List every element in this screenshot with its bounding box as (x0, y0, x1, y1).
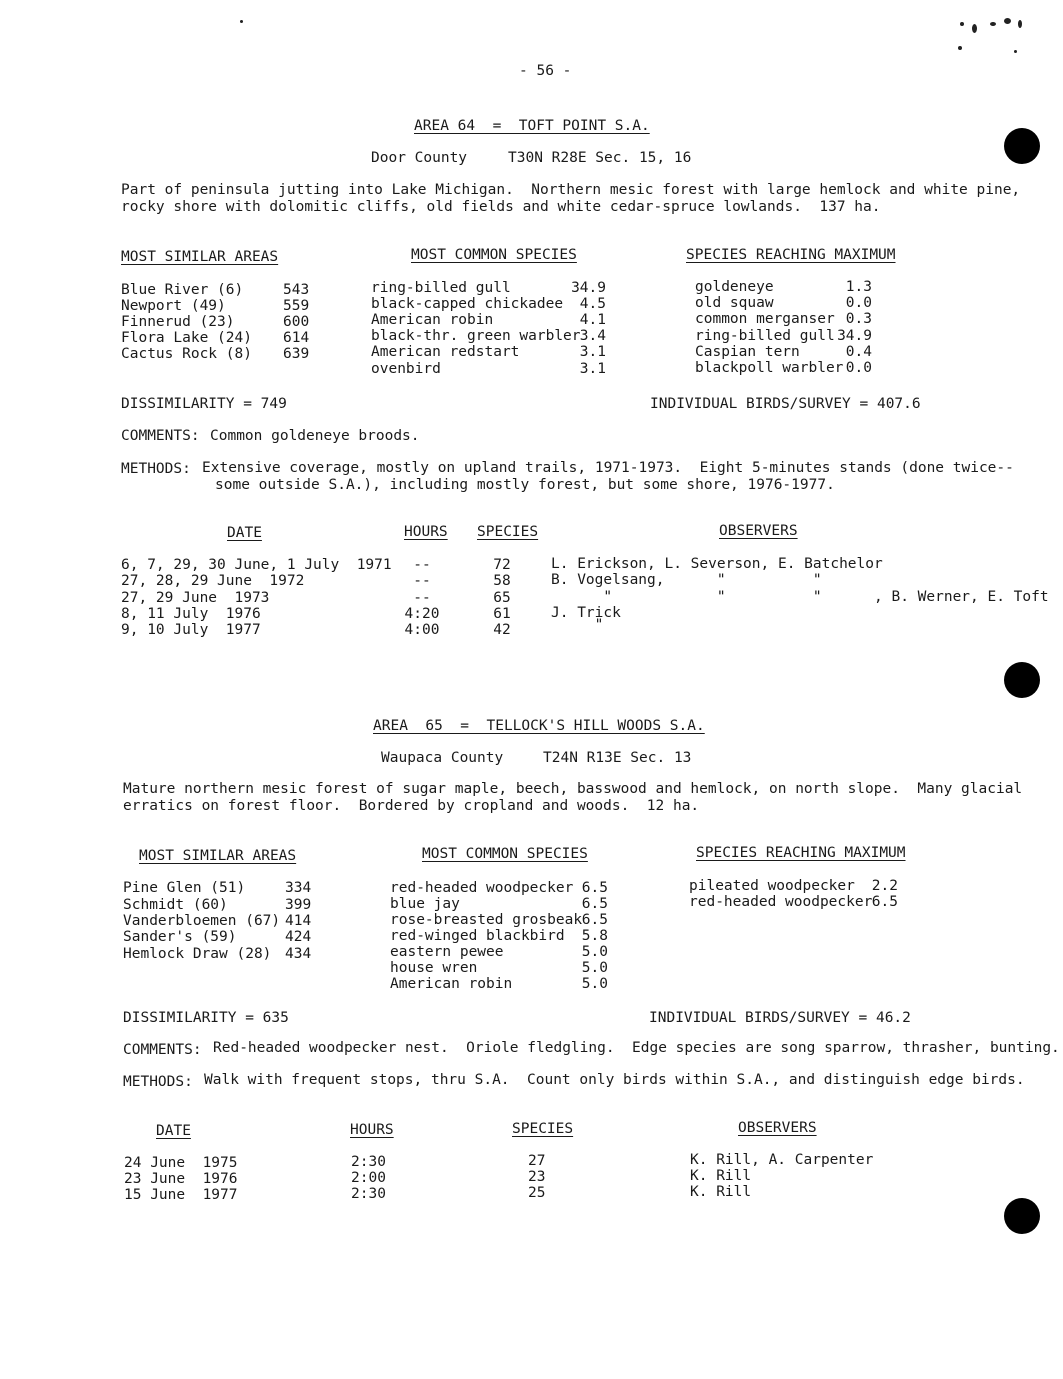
list-value: 334 (285, 880, 312, 896)
list-item: common merganser (695, 311, 835, 327)
punch-hole (1004, 1198, 1040, 1234)
list-value: 600 (283, 314, 310, 330)
survey-observers: " (551, 617, 604, 633)
survey-species-count: 42 (493, 622, 511, 638)
list-value: 1.3 (845, 279, 872, 295)
list-item: Hemlock Draw (28) (123, 946, 272, 962)
list-value: 543 (283, 282, 310, 298)
list-item: Cactus Rock (8) (121, 346, 252, 362)
punch-hole (1004, 128, 1040, 164)
survey-observers: K. Rill (690, 1168, 752, 1184)
list-item: red-winged blackbird (390, 928, 565, 944)
scan-speck (1004, 18, 1011, 24)
survey-date: 9, 10 July 1977 (121, 622, 261, 638)
scan-speck (958, 46, 962, 50)
survey-hours: 4:20 (404, 606, 440, 622)
area-heading: AREA 64 = TOFT POINT S.A. (414, 118, 650, 134)
list-item: Blue River (6) (121, 282, 244, 298)
survey-observers: L. Erickson, L. Severson, E. Batchelor (551, 556, 883, 572)
list-value: 6.5 (581, 912, 608, 928)
comments-text: Common goldeneye broods. (210, 428, 420, 444)
species-maximum-header: SPECIES REACHING MAXIMUM (696, 845, 906, 861)
list-item: Vanderbloemen (67) (123, 913, 281, 929)
scan-speck (990, 22, 996, 26)
list-item: black-thr. green warbler (371, 328, 581, 344)
list-value: 3.1 (579, 361, 606, 377)
punch-hole (1004, 662, 1040, 698)
list-item: Schmidt (60) (123, 897, 228, 913)
list-item: Caspian tern (695, 344, 800, 360)
survey-species-count: 58 (493, 573, 511, 589)
list-value: 424 (285, 929, 312, 945)
survey-observers: K. Rill, A. Carpenter (690, 1152, 874, 1168)
survey-observers-header: OBSERVERS (719, 523, 798, 539)
survey-species-count: 23 (528, 1169, 546, 1185)
survey-date-header: DATE (156, 1123, 191, 1139)
common-species-header: MOST COMMON SPECIES (411, 247, 577, 263)
county: Door County (371, 150, 468, 166)
list-item: Sander's (59) (123, 929, 237, 945)
area-heading: AREA 65 = TELLOCK'S HILL WOODS S.A. (373, 718, 705, 734)
list-value: 559 (283, 298, 310, 314)
survey-date: 15 June 1977 (124, 1187, 238, 1203)
survey-species-count: 27 (528, 1153, 546, 1169)
methods-line: Walk with frequent stops, thru S.A. Count only birds within S.A., and distinguish edge birds. (204, 1072, 1025, 1088)
list-value: 0.0 (845, 360, 872, 376)
list-item: American redstart (371, 344, 520, 360)
list-value: 5.0 (581, 944, 608, 960)
survey-date: 6, 7, 29, 30 June, 1 July 1971 (121, 557, 392, 573)
common-species-header: MOST COMMON SPECIES (422, 846, 588, 862)
list-item: Newport (49) (121, 298, 226, 314)
county: Waupaca County (381, 750, 504, 766)
comments-label: COMMENTS: (121, 428, 200, 444)
survey-species-count: 61 (493, 606, 511, 622)
list-value: 34.9 (837, 328, 872, 344)
survey-hours: -- (413, 557, 431, 573)
dissimilarity: DISSIMILARITY = 635 (123, 1010, 289, 1026)
methods-label: METHODS: (121, 461, 191, 477)
scan-speck (972, 24, 977, 33)
methods-line: Extensive coverage, mostly on upland trails, 1971-1973. Eight 5-minutes stands (done twice-- (202, 460, 1014, 476)
survey-hours: 2:30 (351, 1154, 386, 1170)
methods-label: METHODS: (123, 1074, 193, 1090)
survey-hours: -- (413, 573, 431, 589)
list-item: American robin (371, 312, 494, 328)
list-item: old squaw (695, 295, 774, 311)
list-value: 0.4 (845, 344, 872, 360)
survey-hours-header: HOURS (350, 1122, 394, 1138)
comments-text: Red-headed woodpecker nest. Oriole fledgling. Edge species are song sparrow, thrasher, bunting. (213, 1040, 1060, 1056)
survey-date: 24 June 1975 (124, 1155, 238, 1171)
list-value: 5.0 (581, 976, 608, 992)
survey-species-header: SPECIES (477, 524, 539, 540)
list-value: 6.5 (581, 896, 608, 912)
survey-observers: " " " , B. Werner, E. Toft (551, 589, 1049, 605)
survey-hours: 2:00 (351, 1170, 386, 1186)
list-item: ring-billed gull (371, 280, 511, 296)
list-item: blackpoll warbler (695, 360, 844, 376)
list-value: 34.9 (571, 280, 606, 296)
list-item: red-headed woodpecker (689, 894, 873, 910)
list-item: pileated woodpecker (689, 878, 855, 894)
survey-hours-header: HOURS (404, 524, 448, 540)
list-value: 399 (285, 897, 312, 913)
survey-species-header: SPECIES (512, 1121, 574, 1137)
township-location: T24N R13E Sec. 13 (543, 750, 692, 766)
list-value: 3.1 (579, 344, 606, 360)
list-item: Flora Lake (24) (121, 330, 252, 346)
survey-observers: K. Rill (690, 1184, 752, 1200)
list-value: 2.2 (871, 878, 898, 894)
list-item: eastern pewee (390, 944, 504, 960)
description-line: Part of peninsula jutting into Lake Michigan. Northern mesic forest with large hemlock and white pine, (121, 182, 1021, 198)
survey-hours: 2:30 (351, 1186, 386, 1202)
birds-per-survey: INDIVIDUAL BIRDS/SURVEY = 46.2 (649, 1010, 911, 1026)
scan-speck (240, 20, 243, 23)
township-location: T30N R28E Sec. 15, 16 (508, 150, 692, 166)
survey-observers: J. Trick (551, 605, 621, 621)
survey-hours: -- (413, 590, 431, 606)
list-item: red-headed woodpecker (390, 880, 574, 896)
description-line: Mature northern mesic forest of sugar maple, beech, basswood and hemlock, on north slope. Many glacial (123, 781, 1023, 797)
list-item: ovenbird (371, 361, 441, 377)
list-value: 434 (285, 946, 312, 962)
similar-areas-header: MOST SIMILAR AREAS (121, 249, 279, 265)
list-value: 414 (285, 913, 312, 929)
comments-label: COMMENTS: (123, 1042, 202, 1058)
species-maximum-header: SPECIES REACHING MAXIMUM (686, 247, 896, 263)
similar-areas-header: MOST SIMILAR AREAS (139, 848, 297, 864)
survey-hours: 4:00 (404, 622, 440, 638)
description-line: erratics on forest floor. Bordered by cropland and woods. 12 ha. (123, 798, 700, 814)
scan-speck (1018, 20, 1022, 28)
survey-observers: B. Vogelsang, " " (551, 572, 822, 588)
list-item: Finnerud (23) (121, 314, 235, 330)
list-value: 614 (283, 330, 310, 346)
list-item: ring-billed gull (695, 328, 835, 344)
page-number: - 56 - (519, 63, 572, 79)
list-value: 0.0 (845, 295, 872, 311)
list-value: 6.5 (581, 880, 608, 896)
list-value: 4.1 (579, 312, 606, 328)
list-item: blue jay (390, 896, 460, 912)
survey-date: 27, 28, 29 June 1972 (121, 573, 305, 589)
list-value: 639 (283, 346, 310, 362)
list-item: house wren (390, 960, 478, 976)
list-value: 5.8 (581, 928, 608, 944)
survey-date-header: DATE (227, 525, 262, 541)
list-item: black-capped chickadee (371, 296, 564, 312)
survey-species-count: 25 (528, 1185, 546, 1201)
list-value: 4.5 (579, 296, 606, 312)
birds-per-survey: INDIVIDUAL BIRDS/SURVEY = 407.6 (650, 396, 921, 412)
list-item: Pine Glen (51) (123, 880, 246, 896)
description-line: rocky shore with dolomitic cliffs, old fields and white cedar-spruce lowlands. 137 ha. (121, 199, 881, 215)
scan-speck (1014, 50, 1017, 53)
methods-line: some outside S.A.), including mostly forest, but some shore, 1976-1977. (215, 477, 835, 493)
list-item: American robin (390, 976, 513, 992)
list-item: rose-breasted grosbeak (390, 912, 583, 928)
list-value: 3.4 (579, 328, 606, 344)
survey-species-count: 72 (493, 557, 511, 573)
survey-date: 23 June 1976 (124, 1171, 238, 1187)
list-item: goldeneye (695, 279, 774, 295)
list-value: 5.0 (581, 960, 608, 976)
survey-date: 27, 29 June 1973 (121, 590, 270, 606)
dissimilarity: DISSIMILARITY = 749 (121, 396, 287, 412)
scan-speck (960, 22, 964, 26)
survey-observers-header: OBSERVERS (738, 1120, 817, 1136)
list-value: 6.5 (871, 894, 898, 910)
survey-date: 8, 11 July 1976 (121, 606, 261, 622)
list-value: 0.3 (845, 311, 872, 327)
survey-species-count: 65 (493, 590, 511, 606)
